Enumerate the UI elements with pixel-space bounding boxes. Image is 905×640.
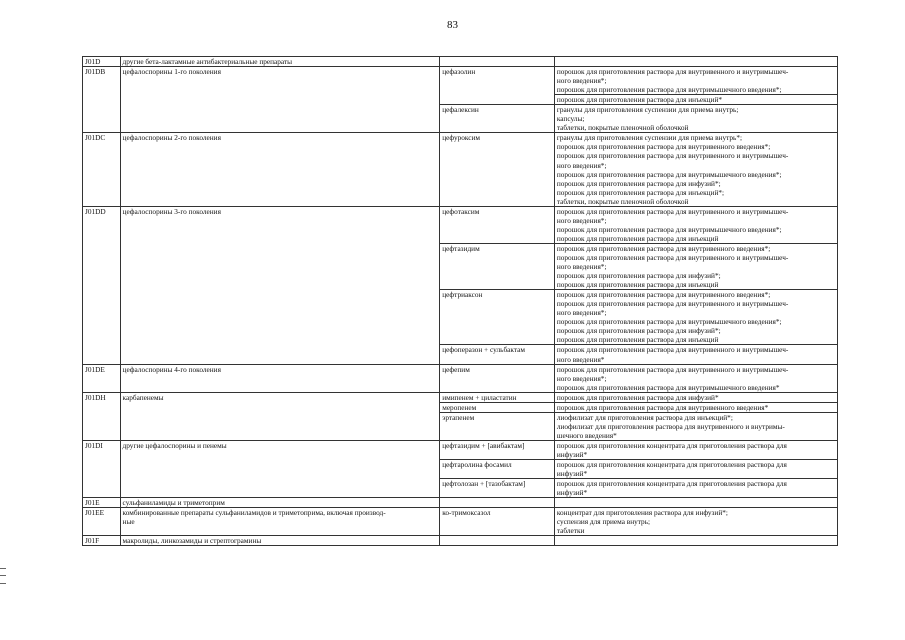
- dosage-form-text: порошок для приготовления концентрата для приготовления раствора для инфузий*: [556, 440, 787, 459]
- drug-name: цефтриаксон: [440, 290, 555, 345]
- table-row: [83, 392, 838, 402]
- drug-name: цефтазидим + [авибактам]: [440, 440, 555, 459]
- drug-name: эртапенем: [440, 412, 555, 440]
- dosage-form-text: порошок для приготовления раствора для внутривенного и внутримышеч- ного введения*: [556, 345, 789, 364]
- dosage-form-text: порошок для приготовления концентрата для приготовления раствора для инфузий*: [556, 460, 787, 479]
- atc-group-name: цефалоспорины 3-го поколения: [120, 206, 440, 364]
- drug-name: ко-тримоксазол: [440, 508, 555, 536]
- dosage-forms: [554, 57, 837, 67]
- dosage-forms: [554, 67, 837, 105]
- dosage-forms: [554, 364, 837, 392]
- atc-group-name: цефалоспорины 2-го поколения: [120, 133, 440, 206]
- drug-name: цефтаролина фосамил: [440, 460, 555, 479]
- dosage-forms: [554, 243, 837, 289]
- table-row: [83, 206, 838, 243]
- table-row: [83, 364, 838, 392]
- atc-code: J01DH: [83, 392, 121, 440]
- dosage-forms: [554, 290, 837, 345]
- dosage-forms: [554, 440, 837, 459]
- margin-mark: [0, 568, 6, 584]
- dosage-form-text: концентрат для приготовления раствора для инфузий*; суспензия для приема внутрь; таблетки: [556, 508, 728, 536]
- atc-code: J01F: [83, 536, 121, 546]
- table-row: [83, 57, 838, 67]
- atc-code: J01E: [83, 498, 121, 508]
- table-row: [83, 508, 838, 536]
- drug-name: имипенем + циластатин: [440, 392, 555, 402]
- dosage-forms: [554, 498, 837, 508]
- drug-name: [440, 498, 555, 508]
- dosage-form-text: порошок для приготовления раствора для внутривенного введения*; порошок для приготовления раствора для внутривенного и внутримышеч- ного введения*; порошок для приготовления раствора для внутримышечного введения*; порошок для приготовления раствора для инфузий*; порошок для приготовления раствора для инъекций: [556, 290, 789, 345]
- dosage-forms: [554, 479, 837, 498]
- dosage-forms: [554, 508, 837, 536]
- drug-name: цефтолозан + [тазобактам]: [440, 479, 555, 498]
- drug-table: [82, 56, 838, 546]
- dosage-form-text: гранулы для приготовления суспензии для приема внутрь; капсулы; таблетки, покрытые пленочной оболочкой: [556, 105, 739, 133]
- page-number: 83: [447, 19, 458, 31]
- drug-name: цефотаксим: [440, 206, 555, 243]
- atc-code: J01DB: [83, 67, 121, 133]
- drug-name: цефуроксим: [440, 133, 555, 206]
- dosage-forms: [554, 345, 837, 364]
- dosage-form-text: порошок для приготовления раствора для внутривенного и внутримышеч- ного введения*; порошок для приготовления раствора для внутримышечного введения*; порошок для приготовления раствора для инъекций: [556, 206, 789, 243]
- dosage-forms: [554, 105, 837, 133]
- drug-name: цефепим: [440, 364, 555, 392]
- dosage-forms: [554, 536, 837, 546]
- dosage-form-text: порошок для приготовления раствора для внутривенного и внутримышеч- ного введения*; порошок для приготовления раствора для внутримышечного введения*: [556, 364, 789, 392]
- atc-group-name: карбапенемы: [120, 392, 440, 440]
- atc-group-name: комбинированные препараты сульфаниламидов и триметоприма, включая производ- ные: [120, 508, 440, 536]
- dosage-form-text: порошок для приготовления раствора для инъекций*: [556, 95, 722, 105]
- drug-name: цефтазидим: [440, 243, 555, 289]
- dosage-forms: [554, 133, 837, 206]
- dosage-form-text: порошок для приготовления раствора для внутривенного и внутримышеч- ного введения*; порошок для приготовления раствора для внутримышечного введения*;: [555, 67, 837, 95]
- dosage-forms: [554, 392, 837, 402]
- dosage-forms: [554, 402, 837, 412]
- drug-name: цефазолин: [440, 67, 555, 105]
- dosage-forms: [554, 412, 837, 440]
- atc-group-name: сульфаниламиды и триметоприм: [120, 498, 440, 508]
- table-row: [83, 67, 838, 105]
- dosage-form-text: порошок для приготовления раствора для внутривенного введения*; порошок для приготовления раствора для внутривенного и внутримышеч- ного введения*; порошок для приготовления раствора для инфузий*; порошок для приготовления раствора для инъекций: [556, 243, 789, 290]
- atc-group-name: цефалоспорины 1-го поколения: [120, 67, 440, 133]
- dosage-forms: [554, 460, 837, 479]
- dosage-form-text: порошок для приготовления раствора для внутривенного введения*: [556, 402, 769, 412]
- drug-name: [440, 536, 555, 546]
- atc-group-name: другие цефалоспорины и пенемы: [120, 440, 440, 497]
- atc-group-name: цефалоспорины 4-го поколения: [120, 364, 440, 392]
- table-row: [83, 133, 838, 206]
- table-row: [83, 498, 838, 508]
- table-row: [83, 440, 838, 459]
- dosage-form-text: гранулы для приготовления суспензии для приема внутрь*; порошок для приготовления раствора для внутривенного введения*; порошок для приготовления раствора для внутривенного и внутримышеч- ного введения*; порошок для приготовления раствора для внутримышечного введения*; порошок для приготовления раствора для инфузий*; порошок для приготовления раствора для инъекций*; таблетки, покрытые пленочной оболочкой: [556, 133, 789, 206]
- dosage-forms: [554, 206, 837, 243]
- dosage-form-text: лиофилизат для приготовления раствора для инъекций*; лиофилизат для приготовления раствора для внутривенного и внутримы- шечного введения*: [556, 412, 785, 440]
- dosage-form-text: порошок для приготовления концентрата для приготовления раствора для инфузий*: [556, 479, 787, 498]
- atc-code: J01DE: [83, 364, 121, 392]
- atc-code: J01D: [83, 57, 121, 67]
- drug-name: [440, 57, 555, 67]
- atc-code: J01DD: [83, 206, 121, 364]
- drug-name: меропенем: [440, 402, 555, 412]
- table-row: [83, 536, 838, 546]
- atc-code: J01EE: [83, 508, 121, 536]
- atc-group-name: другие бета-лактамные антибактериальные препараты: [120, 57, 440, 67]
- drug-name: цефоперазон + сульбактам: [440, 345, 555, 364]
- atc-group-name: макролиды, линкозамиды и стрептограмины: [120, 536, 440, 546]
- dosage-form-text: порошок для приготовления раствора для инфузий*: [556, 392, 719, 402]
- drug-name: цефалексин: [440, 105, 555, 133]
- atc-code: J01DI: [83, 440, 121, 497]
- atc-code: J01DC: [83, 133, 121, 206]
